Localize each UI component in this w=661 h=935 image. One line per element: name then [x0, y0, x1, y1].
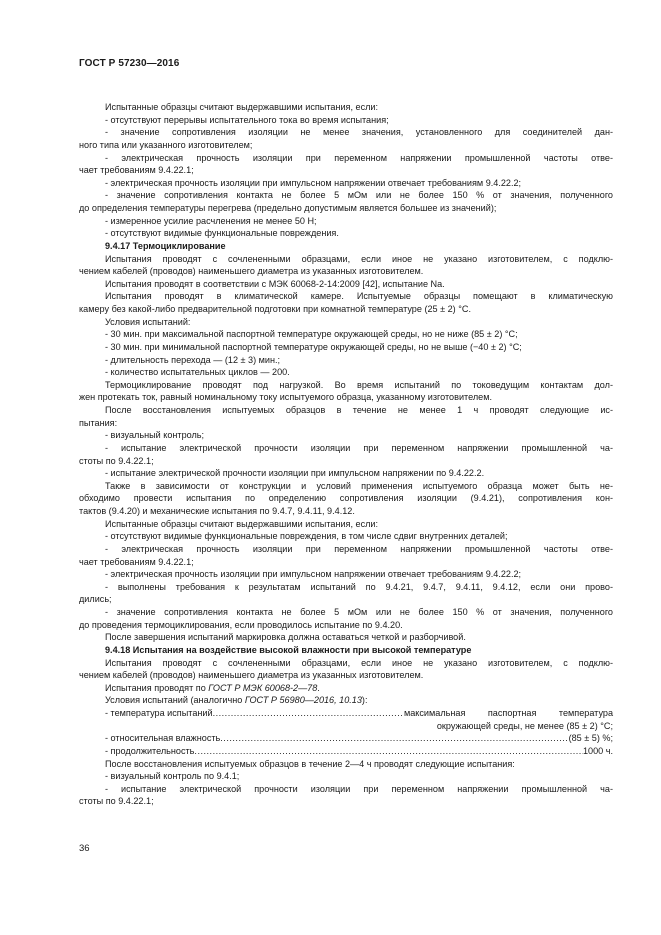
paragraph [79, 694, 613, 707]
dot-leader [213, 707, 404, 720]
list-item: - количество испытательных циклов — 200. [105, 367, 290, 378]
list-item: - 30 мин. при минимальной паспортной температуре окружающей среды, но не выше (−40 ± 2) °С; [105, 341, 522, 352]
list-item: - электрическая прочность изоляции при импульсном напряжении отвечает требованиям 9.4.22.2; [105, 177, 522, 188]
condition-row [79, 745, 613, 758]
page-body [79, 101, 613, 808]
list-item: - значение сопротивления контакта не более 5 мОм или не более 150 % от значения, полученного [105, 607, 613, 617]
paragraph-continuation: чением кабелей (проводов) наименьшего диаметра из указанных изготовителем. [79, 670, 424, 681]
list-item: - испытание электрической прочности изоляции при переменном напряжении промышленной ча- [105, 783, 613, 794]
list-item: - электрическая прочность изоляции при переменном напряжении промышленной частоты отве- [105, 152, 613, 163]
paragraph: Испытания проводят с сочлененными образцами, если иное не указано изготовителем, с подклю- [105, 253, 613, 264]
standard-reference: ГОСТ Р МЭК 60068-2—78 [208, 682, 318, 693]
condition-row [79, 732, 613, 745]
paragraph: Испытания проводят с сочлененными образцами, если иное не указано изготовителем, с подклю- [105, 657, 613, 668]
section-heading: 9.4.18 Испытания на воздействие высокой влажности при высокой температуре [105, 644, 472, 655]
list-item-continuation: до определения температуры перегрева (предельно допустимым является большее из значений); [79, 203, 497, 213]
list-item: - измеренное усилие расчленения не менее 50 Н; [105, 215, 317, 226]
paragraph-continuation: чением кабелей (проводов) наименьшего диаметра из указанных изготовителем. [79, 266, 424, 277]
paragraph-continuation: пытания: [79, 417, 118, 428]
list-item: - испытание электрической прочности изоляции при переменном напряжении промышленной ча- [105, 442, 613, 453]
condition-label: - относительная влажность [105, 733, 221, 744]
condition-value-continuation: окружающей среды, не менее (85 ± 2) °С; [436, 720, 613, 731]
list-item-continuation: стоты по 9.4.22.1; [79, 796, 154, 807]
condition-label: - продолжительность [105, 745, 195, 756]
section-heading: 9.4.17 Термоциклирование [105, 240, 226, 251]
list-item: - электрическая прочность изоляции при импульсном напряжении отвечает требованиям 9.4.22.2; [105, 569, 522, 580]
paragraph: Испытанные образцы считают выдержавшими испытания, если: [105, 102, 379, 112]
list-item-continuation: ного типа или указанного изготовителем; [79, 139, 253, 150]
list-item: - выполнены требования к результатам испытаний по 9.4.21, 9.4.7, 9.4.11, 9.4.12, если они прово- [105, 581, 613, 592]
list-item: - визуальный контроль по 9.4.1; [105, 771, 240, 782]
paragraph: Испытания проводят в соответствии с МЭК 60068-2-14:2009 [42], испытание Na. [105, 278, 445, 289]
list-item: - длительность перехода — (12 ± 3) мин.; [105, 354, 281, 365]
list-item: - визуальный контроль; [105, 430, 205, 441]
list-item: - отсутствуют видимые функциональные повреждения, в том числе сдвиг внутренних деталей; [105, 531, 508, 542]
list-item: - 30 мин. при максимальной паспортной температуре окружающей среды, но не ниже (85 ± 2) °С; [105, 329, 518, 340]
list-item: - значение сопротивления контакта не более 5 мОм или не более 150 % от значения, полученного [105, 190, 613, 201]
document-header: ГОСТ Р 57230—2016 [79, 58, 180, 69]
list-item-continuation: до проведения термоциклирования, если проводилось испытание по 9.4.20. [79, 619, 403, 630]
list-item: - отсутствуют видимые функциональные повреждения. [105, 228, 339, 239]
text-run: Условия испытаний (аналогично [105, 695, 245, 706]
paragraph: Условия испытаний: [105, 316, 191, 327]
list-item: - значение сопротивления изоляции не менее значения, установленного для соединителей дан- [105, 127, 613, 138]
condition-value: 1000 ч. [582, 745, 613, 756]
list-item: - отсутствуют перерывы испытательного тока во время испытания; [105, 114, 389, 125]
standard-reference: ГОСТ Р 56980—2016, 10.13 [244, 695, 362, 706]
list-item-continuation: стоты по 9.4.22.1; [79, 455, 154, 466]
text-run: . [317, 682, 320, 693]
condition-row [79, 707, 613, 720]
text-run: ): [361, 695, 368, 706]
list-item: - электрическая прочность изоляции при переменном напряжении промышленной частоты отве- [105, 543, 613, 554]
paragraph-continuation: тактов (9.4.20) и механические испытания по 9.4.7, 9.4.11, 9.4.12. [79, 506, 355, 516]
paragraph-continuation: жен протекать ток, равный номинальному току испытуемого образца, указанному изготовителем. [79, 392, 492, 403]
paragraph [79, 682, 613, 695]
condition-value: (85 ± 5) %; [568, 733, 613, 744]
paragraph: Испытанные образцы считают выдержавшими испытания, если: [105, 518, 379, 529]
paragraph: После восстановления испытуемых образцов в течение не менее 1 ч проводят следующие ис- [105, 405, 613, 415]
paragraph: Термоциклирование проводят под нагрузкой. Во время испытаний по токоведущим контактам дол- [105, 379, 613, 390]
paragraph: После восстановления испытуемых образцов в течение 2—4 ч проводят следующие испытания: [105, 758, 515, 769]
list-item-continuation: чает требованиям 9.4.22.1; [79, 556, 194, 567]
condition-value: максимальная паспортная температура [404, 708, 613, 718]
text-run: Испытания проводят по [105, 682, 209, 693]
page-number: 36 [79, 843, 90, 854]
list-item-continuation: дились; [79, 594, 112, 605]
paragraph: Испытания проводят в климатической камере. Испытуемые образцы помещают в климатическую [105, 291, 613, 302]
condition-label: - температура испытаний [105, 708, 213, 718]
paragraph-continuation: камеру без какой-либо предварительной подготовки при комнатной температуре (25 ± 2) °С. [79, 304, 471, 314]
list-item-continuation: чает требованиям 9.4.22.1; [79, 165, 194, 176]
dot-leader [220, 732, 568, 745]
dot-leader [194, 745, 583, 758]
list-item: - испытание электрической прочности изоляции при импульсном напряжении по 9.4.22.2. [105, 468, 485, 479]
paragraph: После завершения испытаний маркировка должна оставаться четкой и разборчивой. [105, 632, 466, 643]
paragraph-continuation: обходимо провести испытания по определению сопротивления изоляции (9.4.21), сопротивления кон- [79, 493, 613, 504]
paragraph: Также в зависимости от конструкции и условий применения испытуемого образца может быть не- [105, 480, 613, 491]
